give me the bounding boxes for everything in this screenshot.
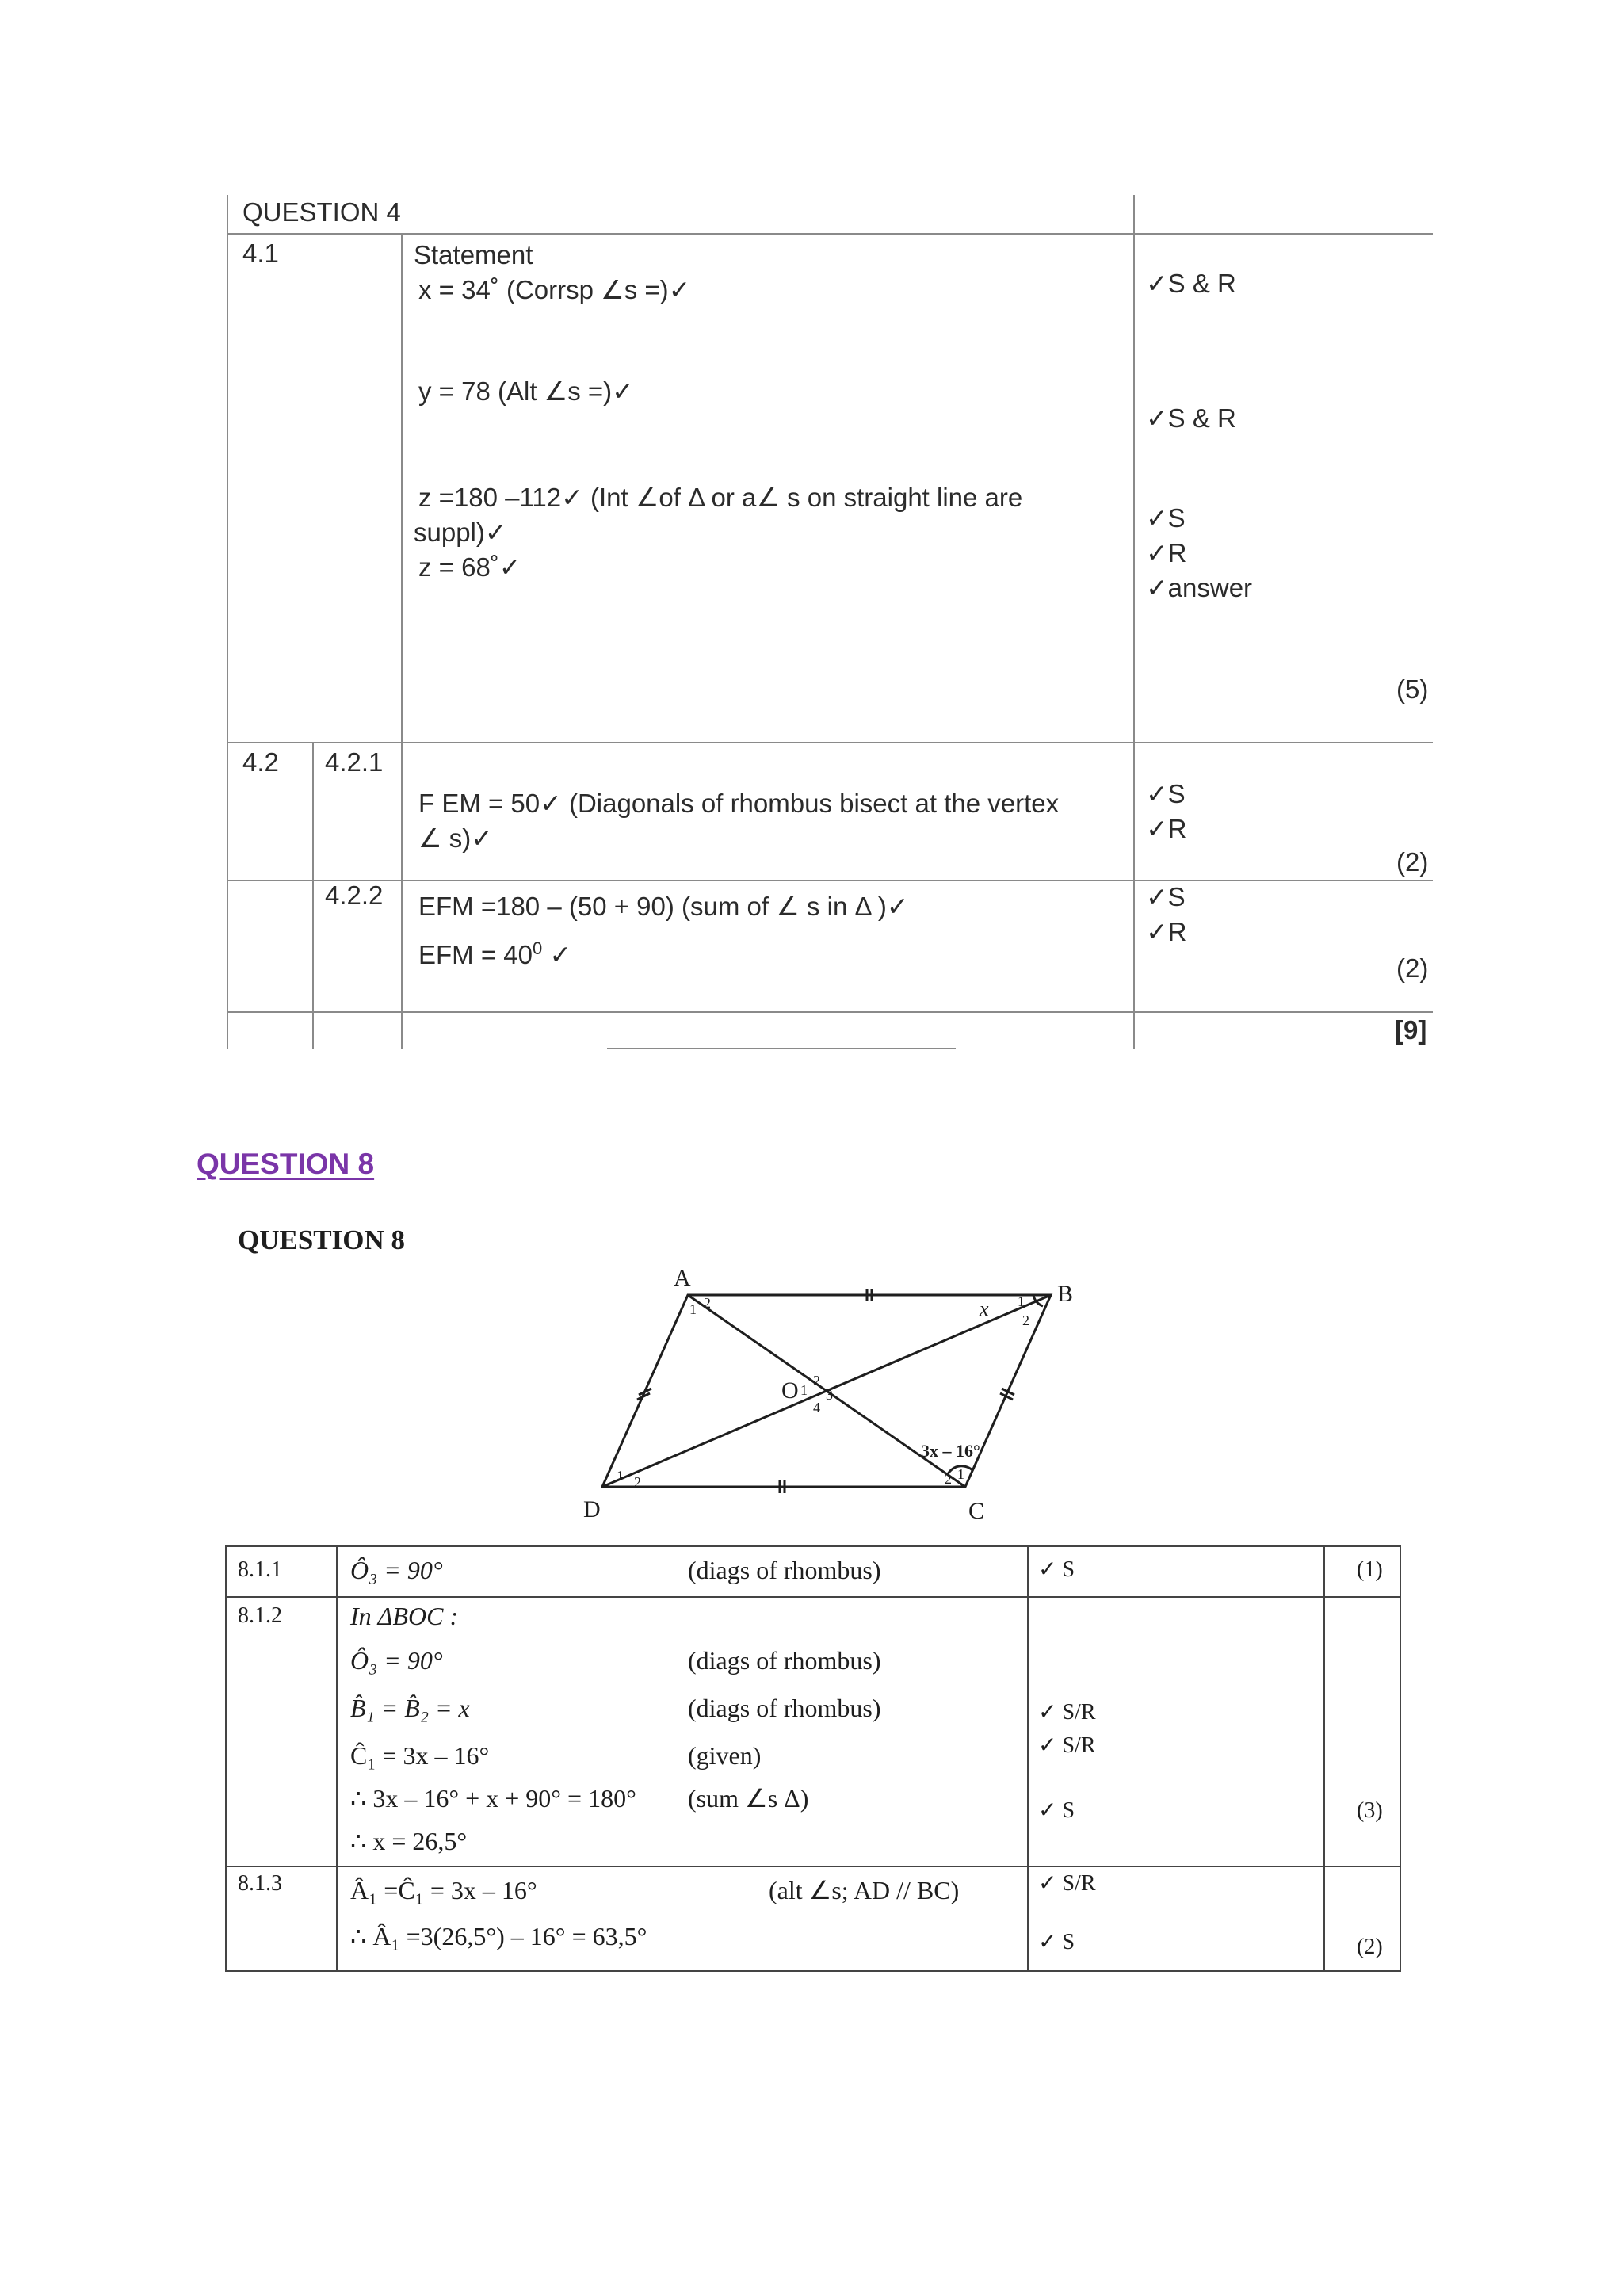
angle-label-x: x bbox=[980, 1297, 989, 1320]
vertex-label-d: D bbox=[583, 1496, 601, 1522]
mark-allocation: ✓ S bbox=[1038, 1557, 1075, 1582]
angle-number: 3 bbox=[826, 1387, 833, 1403]
reason: (sum ∠s Δ) bbox=[688, 1784, 809, 1813]
angle-number: 4 bbox=[813, 1400, 820, 1415]
table-row-rule bbox=[225, 1596, 1401, 1598]
mark-total: (2) bbox=[1396, 953, 1429, 983]
statement-line: suppl)✓ bbox=[414, 518, 507, 547]
angle-number: 1 bbox=[689, 1301, 697, 1317]
mark-allocation: ✓ S bbox=[1038, 1798, 1075, 1823]
rhombus-diagram bbox=[225, 1213, 1401, 1545]
table-divider-sub bbox=[312, 742, 314, 1049]
question-4-memo-table bbox=[227, 195, 1433, 1049]
sub-item-number: 4.2.2 bbox=[325, 881, 384, 910]
table-bottom-rule bbox=[225, 1970, 1401, 1972]
scan-artifact-line bbox=[607, 1048, 956, 1049]
angle-number: 1 bbox=[800, 1382, 808, 1398]
angle-label-c: 3x – 16° bbox=[921, 1441, 980, 1461]
table-top-rule bbox=[225, 1545, 1401, 1547]
statement-line: ∠ s)✓ bbox=[418, 823, 493, 853]
statement-line: ∴ Â₁ =3(26,5°) – 16° = 63,5° bbox=[350, 1922, 647, 1950]
statement-line: z =180 –112✓ (Int ∠of Δ or a∠ s on straight line are bbox=[418, 483, 1023, 512]
question-8-title: QUESTION 8 bbox=[238, 1224, 406, 1255]
mark-allocation: ✓ S/R bbox=[1038, 1871, 1096, 1896]
reason: (diags of rhombus) bbox=[688, 1694, 881, 1722]
statement-line: Ô₃ = 90° bbox=[350, 1646, 443, 1675]
item-number: 8.1.2 bbox=[238, 1603, 282, 1628]
item-number: 4.2 bbox=[242, 747, 279, 777]
statement-line: Â₁ =Ĉ₁ = 3x – 16° bbox=[350, 1876, 537, 1904]
statement-line: B̂₁ = B̂₂ = x bbox=[350, 1694, 470, 1722]
mark-allocation: ✓R bbox=[1146, 538, 1187, 567]
angle-number: 2 bbox=[945, 1471, 952, 1487]
question-4-header: QUESTION 4 bbox=[242, 197, 401, 227]
angle-number: 2 bbox=[634, 1474, 641, 1490]
mark-allocation: ✓ S bbox=[1038, 1930, 1075, 1954]
table-border-right bbox=[1400, 1545, 1401, 1972]
item-number: 4.1 bbox=[242, 239, 279, 268]
mark-allocation: ✓ S/R bbox=[1038, 1733, 1096, 1758]
item-number: 8.1.3 bbox=[238, 1871, 282, 1896]
table-header-rule bbox=[227, 233, 1433, 235]
statement-line: EFM =180 – (50 + 90) (sum of ∠ s in Δ )✓ bbox=[418, 892, 909, 921]
reason: (alt ∠s; AD // BC) bbox=[769, 1876, 960, 1904]
mark-allocation: ✓S & R bbox=[1146, 403, 1236, 433]
statement-line: y = 78 (Alt ∠s =)✓ bbox=[418, 376, 634, 406]
center-label-o: O bbox=[781, 1377, 799, 1404]
table-divider-statement bbox=[401, 233, 403, 1049]
statement-line: ∴ x = 26,5° bbox=[350, 1827, 468, 1855]
reason: (diags of rhombus) bbox=[688, 1556, 881, 1584]
mark-total: (3) bbox=[1357, 1798, 1383, 1823]
table-row-rule bbox=[227, 1011, 1433, 1013]
angle-number: 1 bbox=[1018, 1293, 1025, 1309]
mark-allocation: ✓S bbox=[1146, 503, 1186, 533]
table-row-rule bbox=[227, 880, 1433, 881]
statement-line: EFM = $40^0$ ✓ bbox=[418, 938, 572, 969]
mark-allocation: ✓ S/R bbox=[1038, 1700, 1096, 1725]
statement-line: z = 68˚✓ bbox=[418, 552, 521, 582]
statement-line: Ô₃ = 90° bbox=[350, 1556, 443, 1584]
question-8-memo bbox=[225, 1213, 1401, 1958]
angle-number: 2 bbox=[1022, 1312, 1029, 1328]
table-divider-statement bbox=[336, 1545, 338, 1972]
reason: (given) bbox=[688, 1741, 762, 1770]
table-border-left bbox=[227, 195, 228, 1049]
statement-line: Ĉ₁ = 3x – 16° bbox=[350, 1741, 490, 1770]
table-border-left bbox=[225, 1545, 227, 1972]
table-divider-total bbox=[1323, 1545, 1325, 1972]
item-number: 8.1.1 bbox=[238, 1557, 282, 1582]
statement-label: Statement bbox=[414, 240, 533, 269]
table-row-rule bbox=[227, 742, 1433, 743]
mark-allocation: ✓R bbox=[1146, 814, 1187, 843]
question-8-link[interactable]: QUESTION 8 bbox=[197, 1148, 375, 1180]
mark-allocation: ✓answer bbox=[1146, 573, 1253, 602]
statement-line: x = 34˚ (Corrsp ∠s =)✓ bbox=[418, 275, 691, 304]
reason: (diags of rhombus) bbox=[688, 1646, 881, 1675]
table-divider-marks bbox=[1027, 1545, 1029, 1972]
vertex-label-b: B bbox=[1057, 1281, 1074, 1307]
vertex-label-c: C bbox=[968, 1498, 985, 1524]
statement-line: In ΔBOC : bbox=[350, 1602, 459, 1630]
mark-allocation: ✓R bbox=[1146, 917, 1187, 946]
mark-allocation: ✓S & R bbox=[1146, 269, 1236, 298]
mark-total: (2) bbox=[1396, 847, 1429, 877]
table-row-rule bbox=[225, 1866, 1401, 1867]
grand-total: [9] bbox=[1395, 1015, 1427, 1045]
sub-item-number: 4.2.1 bbox=[325, 747, 384, 777]
vertex-label-a: A bbox=[674, 1265, 691, 1291]
mark-allocation: ✓S bbox=[1146, 882, 1186, 911]
mark-total: (5) bbox=[1396, 674, 1429, 704]
statement-line: F EM = 50✓ (Diagonals of rhombus bisect at the vertex bbox=[418, 789, 1060, 818]
angle-number: 1 bbox=[617, 1468, 624, 1484]
mark-allocation: ✓S bbox=[1146, 779, 1186, 808]
angle-number: 2 bbox=[813, 1373, 820, 1389]
angle-number: 2 bbox=[704, 1295, 711, 1311]
statement-line: ∴ 3x – 16° + x + 90° = 180° bbox=[350, 1784, 636, 1813]
angle-number: 1 bbox=[957, 1466, 964, 1482]
mark-total: (1) bbox=[1357, 1557, 1383, 1582]
table-divider-marks bbox=[1133, 195, 1135, 1049]
mark-total: (2) bbox=[1357, 1935, 1383, 1959]
